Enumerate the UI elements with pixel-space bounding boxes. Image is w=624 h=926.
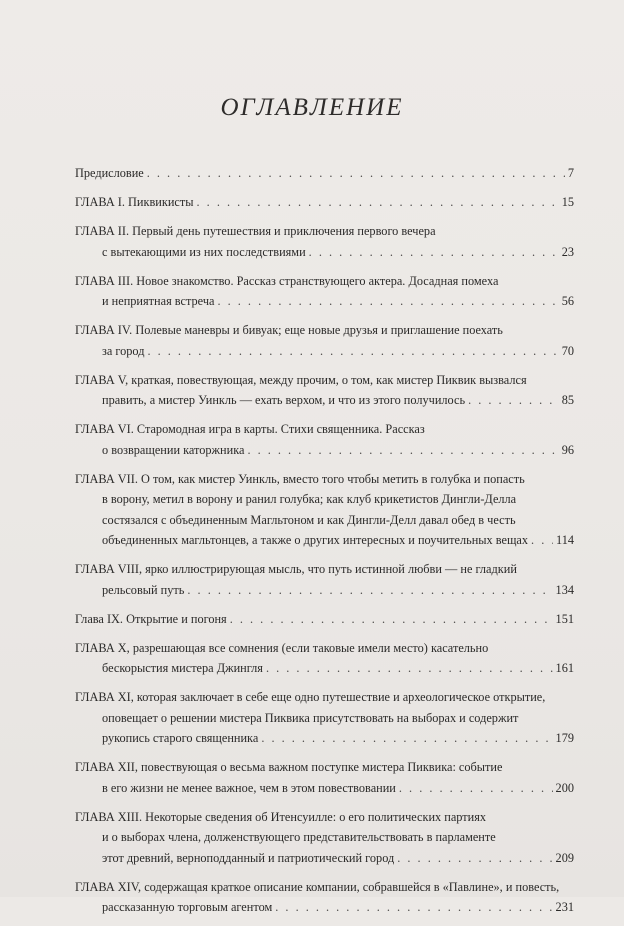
page-number: 85 [561, 393, 574, 407]
toc-entry [75, 192, 574, 213]
toc-entry-last-line [75, 242, 574, 263]
toc-entry-last-line [75, 341, 574, 362]
page-number: 15 [561, 195, 574, 209]
page-number: 96 [561, 442, 574, 457]
toc-entry-last-line [75, 291, 574, 312]
dot-leader [230, 609, 553, 630]
toc-entry-last-line [75, 192, 574, 213]
toc-entry-text: объединенных магльтонцев, а также о других интересных и поучительных вещах [102, 533, 529, 547]
toc-entry [75, 807, 574, 869]
dot-leader [217, 291, 558, 312]
toc-entry-text: ГЛАВА I. Пиквикисты [75, 195, 194, 209]
toc-entry-line: ГЛАВА VI. Старомодная игра в карты. Стихи священника. Рассказ [75, 422, 425, 436]
toc-entry-line: в ворону, метил в ворону и ранил голубка; как клуб крикетистов Дингли-Делла [102, 492, 517, 506]
toc-entry-line: ГЛАВА XIV, содержащая краткое описание компании, собравшейся в «Павлине», и повесть, [75, 879, 560, 894]
toc-entry [75, 221, 574, 262]
toc-entry-last-line [75, 580, 574, 601]
toc-entry [75, 320, 574, 361]
toc-entry-text: рельсовый путь [102, 582, 185, 597]
dot-leader [266, 658, 553, 679]
toc-entry-line: оповещает о решении мистера Пиквика присутствовать на выборах и содержит [102, 710, 519, 725]
dot-leader [147, 163, 565, 184]
table-of-contents [75, 163, 574, 926]
toc-entry-text: рукопись старого священника [102, 731, 259, 745]
toc-entry-text: править, а мистер Уинкль — ехать верхом, и что из этого получилось [102, 393, 466, 407]
page-number: 209 [555, 850, 574, 865]
page-number: 134 [555, 582, 574, 597]
toc-entry-line: ГЛАВА XIII. Некоторые сведения об Итенсуилле: о его политических партиях [75, 809, 487, 824]
toc-entry-text: за город [102, 343, 145, 358]
toc-entry-last-line [75, 658, 574, 679]
toc-entry-last-line [75, 440, 574, 461]
toc-entry-line: ГЛАВА VII. О том, как мистер Уинкль, вместо того чтобы метить в голубка и попасть [75, 471, 525, 486]
dot-leader [187, 580, 552, 601]
dot-leader [397, 848, 552, 869]
toc-entry-last-line [75, 778, 574, 799]
toc-entry-line: ГЛАВА XI, которая заключает в себе еще одно путешествие и археологическое открытие, [75, 690, 546, 704]
toc-entry-line: ГЛАВА VIII, ярко иллюстрирующая мысль, что путь истинной любви — не гладкий [75, 562, 517, 576]
dot-leader [531, 530, 553, 551]
page-number: 70 [561, 343, 574, 358]
toc-entry-last-line [75, 530, 574, 551]
dot-leader [197, 192, 559, 213]
toc-entry [75, 559, 574, 600]
toc-entry [75, 757, 574, 798]
toc-entry [75, 609, 574, 630]
toc-entry-line: ГЛАВА III. Новое знакомство. Рассказ странствующего актера. Досадная помеха [75, 273, 499, 288]
page-number: 7 [567, 166, 574, 180]
dot-leader [275, 897, 552, 918]
toc-entry-text: о возвращении каторжника [102, 442, 245, 457]
toc-entry-last-line [75, 163, 574, 184]
page-number: 200 [555, 780, 574, 795]
toc-entry [75, 638, 574, 679]
page-title: ОГЛАВЛЕНИЕ [220, 94, 404, 121]
toc-entry-last-line [75, 390, 574, 411]
toc-entry-line: и о выборах члена, долженствующего представительствовать в парламенте [102, 830, 496, 844]
toc-entry-text: с вытекающими из них последствиями [102, 244, 306, 259]
page-number: 161 [555, 661, 574, 675]
toc-entry-line: ГЛАВА IV. Полевые маневры и бивуак; еще новые друзья и приглашение поехать [75, 323, 503, 337]
toc-entry-text: Глава IX. Открытие и погоня [75, 611, 227, 626]
page-number: 114 [556, 533, 574, 547]
page-number: 56 [561, 294, 574, 308]
dot-leader [261, 728, 552, 749]
toc-entry-line: ГЛАВА V, краткая, повествующая, между прочим, о том, как мистер Пиквик вызвался [75, 372, 527, 387]
toc-entry-line: ГЛАВА X, разрешающая все сомнения (если таковые имели место) касательно [75, 640, 489, 655]
page-number: 231 [555, 900, 574, 914]
toc-entry-last-line [75, 728, 574, 749]
dot-leader [399, 778, 553, 799]
toc-entry-text: рассказанную торговым агентом [102, 900, 273, 914]
toc-entry-line: ГЛАВА XII, повествующая о весьма важном поступке мистера Пиквика: событие [75, 760, 503, 774]
dot-leader [247, 440, 558, 461]
page-number: 151 [555, 611, 574, 626]
dot-leader [468, 390, 559, 411]
dot-leader [309, 242, 559, 263]
toc-entry-last-line [75, 848, 574, 869]
toc-entry [75, 271, 574, 312]
toc-entry-text: Предисловие [75, 166, 144, 180]
toc-entry-text: этот древний, верноподданный и патриотический город [102, 850, 395, 865]
toc-entry-last-line [75, 609, 574, 630]
toc-entry-text: и неприятная встреча [102, 294, 215, 308]
toc-entry-text: в его жизни не менее важное, чем в этом повествовании [102, 780, 396, 795]
page-number: 23 [561, 244, 574, 259]
dot-leader [147, 341, 558, 362]
toc-entry-line: состязался с объединенным Магльтоном и как Дингли-Делл давал обед в честь [102, 512, 516, 527]
toc-entry-text: бескорыстия мистера Джингля [102, 661, 263, 675]
toc-entry [75, 370, 574, 411]
toc-entry [75, 163, 574, 184]
toc-entry [75, 687, 574, 749]
toc-entry [75, 419, 574, 460]
toc-entry-line: ГЛАВА II. Первый день путешествия и приключения первого вечера [75, 224, 436, 238]
toc-entry [75, 469, 574, 551]
page-number: 179 [555, 731, 574, 745]
toc-entry-last-line [75, 897, 574, 918]
toc-entry [75, 877, 574, 918]
